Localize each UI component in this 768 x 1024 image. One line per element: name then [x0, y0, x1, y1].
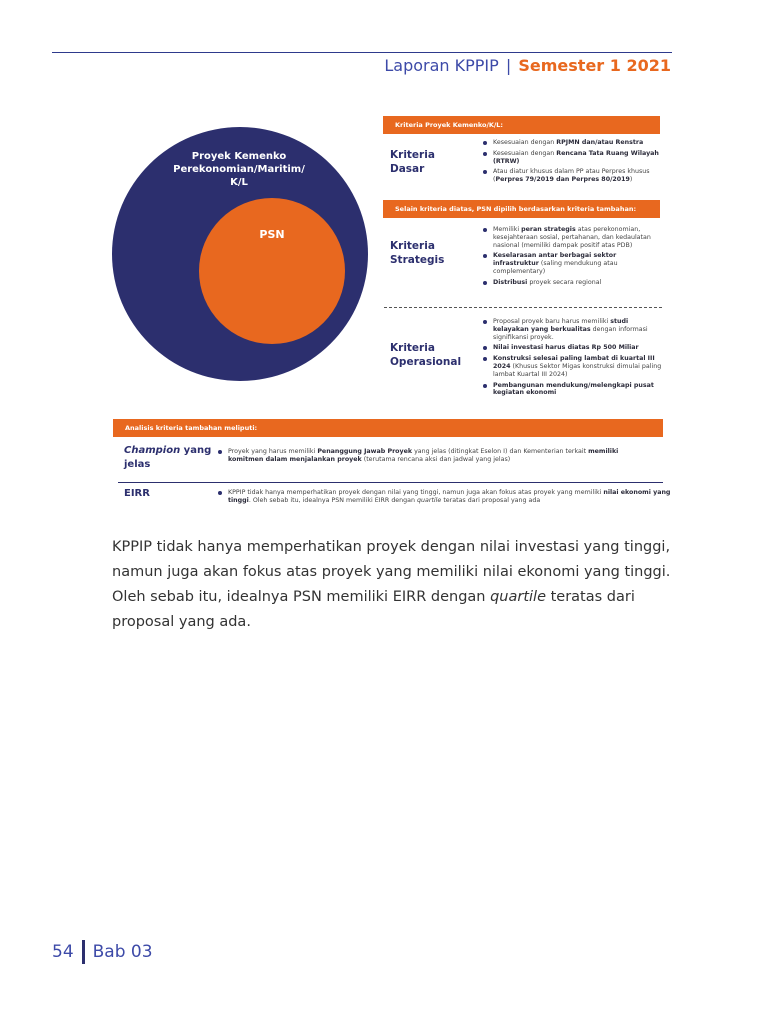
- criteria-item: Atau diatur khusus dalam PP atau Perpres khusus (Perpres 79/2019 dan Perpres 80/2019): [481, 168, 663, 184]
- eirr-text: KPPIP tidak hanya memperhatikan proyek dengan nilai yang tinggi, namun juga akan fokus atas proyek yang memiliki nilai ekonomi yang tinggi. Oleh sebab itu, idealnya PSN memiliki EIRR dengan quartile teratas dari proposal yang ada: [216, 489, 680, 505]
- chapter-label: Bab 03: [92, 942, 153, 962]
- criteria-item: Nilai investasi harus diatas Rp 500 Miliar: [481, 344, 663, 352]
- kriteria-strategis-label: Kriteria Strategis: [390, 240, 445, 266]
- criteria-item: Kesesuaian dengan RPJMN dan/atau Renstra: [481, 139, 663, 147]
- criteria-item: Distribusi proyek secara regional: [481, 279, 663, 287]
- criteria-item: Proposal proyek baru harus memiliki studi kelayakan yang berkualitas dengan informasi signifikansi proyek.: [481, 318, 663, 341]
- page-footer: [52, 940, 153, 964]
- criteria-item: Pembangunan mendukung/melengkapi pusat kegiatan ekonomi: [481, 382, 663, 398]
- page-header: [384, 56, 671, 75]
- kriteria-operasional-list: [481, 318, 663, 400]
- kriteria-dasar-list: [481, 139, 663, 187]
- outer-circle-label: Proyek Kemenko Perekonomian/Maritim/ K/L: [173, 151, 305, 188]
- champion-label: Champion yang jelas: [124, 445, 212, 470]
- criteria-bar-1: Kriteria Proyek Kemenko/K/L:: [383, 116, 660, 134]
- header-separator: |: [505, 56, 512, 75]
- psn-label: PSN: [259, 228, 285, 241]
- criteria-item: Konstruksi selesai paling lambat di kuartal III 2024 (Khusus Sektor Migas konstruksi dimulai paling lambat Kuartal III 2024): [481, 355, 663, 378]
- kriteria-strategis-list: [481, 226, 663, 290]
- kriteria-operasional-label: Kriteria Operasional: [390, 342, 462, 368]
- criteria-bar-2: Selain kriteria diatas, PSN dipilih berdasarkan kriteria tambahan:: [383, 200, 660, 218]
- dashed-divider: [384, 307, 662, 308]
- inner-circle: [199, 198, 345, 344]
- champion-text: Proyek yang harus memiliki Penanggung Jawab Proyek yang jelas (ditingkat Eselon I) dan Kementerian terkait memiliki komitmen dalam menjalankan proyek (terutama rencana aksi dan jadwal yang jelas): [216, 448, 652, 464]
- footer-separator: [82, 940, 85, 964]
- analysis-bar: Analisis kriteria tambahan meliputi:: [113, 419, 663, 437]
- criteria-item: Keselarasan antar berbagai sektor infrastruktur (saling mendukung atau complementary): [481, 252, 663, 275]
- solid-divider: [118, 482, 663, 483]
- semester-label: Semester 1 2021: [518, 56, 671, 75]
- header-rule: [52, 52, 672, 53]
- page-number: 54: [52, 942, 74, 962]
- eirr-label: EIRR: [124, 488, 150, 499]
- report-title: Laporan KPPIP: [384, 56, 499, 75]
- criteria-item: Kesesuaian dengan Rencana Tata Ruang Wilayah (RTRW): [481, 150, 663, 166]
- kriteria-dasar-label: Kriteria Dasar: [390, 149, 435, 175]
- body-paragraph: KPPIP tidak hanya memperhatikan proyek dengan nilai investasi yang tinggi, namun juga akan fokus atas proyek yang memiliki nilai ekonomi yang tinggi. Oleh sebab itu, idealnya PSN memiliki EIRR dengan quartile teratas dari proposal yang ada.: [112, 539, 671, 630]
- criteria-item: Memiliki peran strategis atas perekonomian, kesejahteraan sosial, pertahanan, dan kedaulatan nasional (memiliki dampak positif atas PDB): [481, 226, 663, 249]
